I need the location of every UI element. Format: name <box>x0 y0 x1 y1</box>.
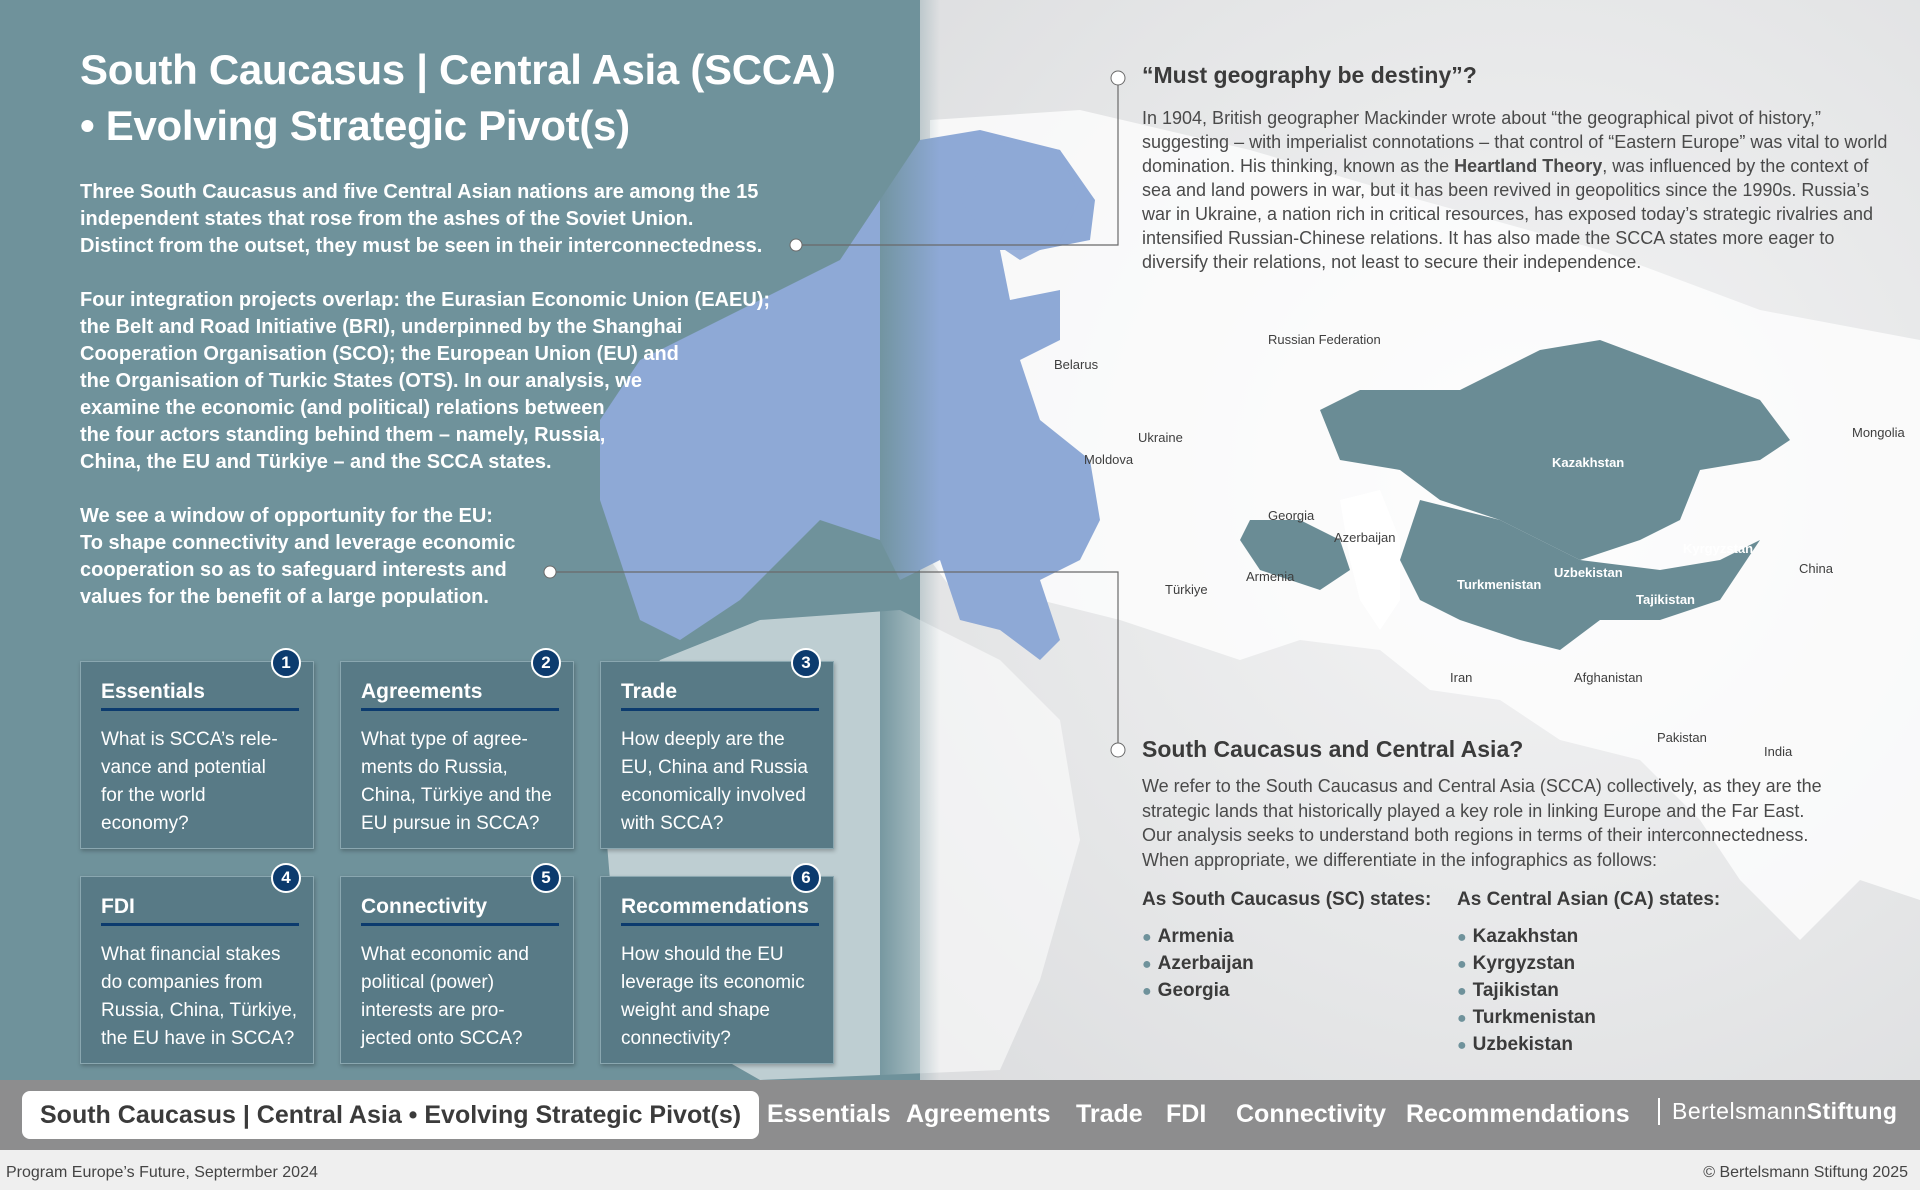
footer-program-date: Program Europe’s Future, Septermber 2024 <box>6 1164 318 1181</box>
card-fdi[interactable] <box>80 868 314 1064</box>
nav-home-button[interactable]: South Caucasus | Central Asia • Evolving Strategic Pivot(s) <box>22 1091 759 1139</box>
heartland-theory-term: Heartland Theory <box>1454 156 1603 176</box>
destiny-body-part2: , was influenced by the context of sea and land powers in war, but it has been revived in geopolitics since the 1990s. Russia’s war in Ukraine, a nation rich in critical resources, has exposed today’s strategic rivalries and intensified Russian-Chinese relations. It has also made the SCCA states more eager to diversify their relations, not least to secure their independence. <box>1142 156 1874 272</box>
card-title: Trade <box>621 680 819 711</box>
scca-heading: South Caucasus and Central Asia? <box>1142 736 1524 762</box>
card-title: Agreements <box>361 680 559 711</box>
nav-fdi[interactable]: FDI <box>1166 1100 1207 1128</box>
ca-states-heading: As Central Asian (CA) states: <box>1457 889 1721 910</box>
map-label-tajikistan: Tajikistan <box>1636 592 1696 607</box>
destiny-heading: “Must geography be destiny”? <box>1142 62 1477 88</box>
nav-agreements[interactable]: Agreements <box>906 1100 1051 1128</box>
list-item: ● Georgia <box>1142 980 1230 1001</box>
map-label-armenia: Armenia <box>1246 569 1295 584</box>
page-title: South Caucasus | Central Asia (SCCA) • Evolving Strategic Pivot(s) <box>80 46 836 149</box>
map-label-belarus: Belarus <box>1054 357 1099 372</box>
bottom-navigation <box>0 1080 1920 1150</box>
nav-recommendations[interactable]: Recommendations <box>1406 1100 1630 1128</box>
bullet-icon: ● <box>1142 929 1152 946</box>
card-question: How should the EU leverage its economic weight and shape connectivity? <box>621 944 805 1049</box>
map-label-mongolia: Mongolia <box>1852 425 1905 440</box>
list-item: ● Kyrgyzstan <box>1457 953 1576 974</box>
bullet-icon: ● <box>1457 983 1467 1000</box>
bullet-icon: ● <box>1142 956 1152 973</box>
card-title: Connectivity <box>361 895 559 926</box>
bullet-icon: ● <box>1457 1010 1467 1027</box>
ca-states-list <box>1457 924 1596 1059</box>
card-number-badge: 5 <box>531 863 561 893</box>
map-label-kazakhstan: Kazakhstan <box>1552 455 1625 470</box>
intro-paragraph-2: Four integration projects overlap: the Eurasian Economic Union (EAEU); the Belt and Road Initiative (BRI), underpinned by the Shanghai Cooperation Organisation (SCO); the European Union (EU) and the Organisation of Turkic States (OTS). In our analysis, we examine the economic (and political) relations between the four actors standing behind them – namely, Russia, China, the EU and Türkiye – and the SCCA states. <box>80 289 771 473</box>
bullet-icon: ● <box>1457 1037 1467 1054</box>
nav-trade[interactable]: Trade <box>1076 1100 1143 1128</box>
card-connectivity[interactable] <box>340 868 574 1064</box>
card-number-badge: 1 <box>271 648 301 678</box>
map-label-afghanistan: Afghanistan <box>1574 670 1643 685</box>
map-label-russia: Russian Federation <box>1268 332 1381 347</box>
intro-paragraph-3: We see a window of opportunity for the EU: To shape connectivity and leverage economic cooperation so as to safeguard interests and values for the benefit of a large population. <box>80 505 516 608</box>
destiny-body <box>1142 106 1892 274</box>
list-item: ● Azerbaijan <box>1142 953 1254 974</box>
card-title: Recommendations <box>621 895 819 926</box>
list-item: ● Tajikistan <box>1457 980 1559 1001</box>
card-agreements[interactable] <box>340 653 574 849</box>
map-label-iran: Iran <box>1450 670 1473 685</box>
list-item: ● Turkmenistan <box>1457 1007 1596 1028</box>
bullet-icon: ● <box>1142 983 1152 1000</box>
map-label-china: China <box>1799 561 1833 576</box>
map-label-moldova: Moldova <box>1084 452 1134 467</box>
card-question: What financial stakes do companies from Russia, China, Türkiye, the EU have in SCCA? <box>101 944 298 1049</box>
footer <box>0 1150 1920 1190</box>
nav-connectivity[interactable]: Connectivity <box>1236 1100 1387 1128</box>
destiny-body-part1: In 1904, British geographer Mackinder wrote about “the geographical pivot of history,” suggesting – with imperialist connotations – that control of “Eastern Europe” was vital to world domination. His thinking, known as the <box>1142 108 1888 176</box>
intro-paragraph-1: Three South Caucasus and five Central Asian nations are among the 15 independent states that rose from the ashes of the Soviet Union. Distinct from the outset, they must be seen in their interconnectedness. <box>80 181 763 257</box>
map-label-georgia: Georgia <box>1268 508 1315 523</box>
scca-body: We refer to the South Caucasus and Central Asia (SCCA) collectively, as they are the strategic lands that historically played a key role in linking Europe and the Far East. Our analysis seeks to understand both regions in terms of their interconnectedness. When appropriate, we differentiate in the infographics as follows: <box>1142 776 1822 870</box>
bertelsmann-logo[interactable]: BertelsmannStiftung <box>1658 1098 1897 1125</box>
list-item: ● Armenia <box>1142 926 1234 947</box>
bullet-icon: ● <box>1457 956 1467 973</box>
card-question: What is SCCA’s rele- vance and potential for the world economy? <box>101 729 278 834</box>
card-number-badge: 3 <box>791 648 821 678</box>
nav-essentials[interactable]: Essentials <box>767 1100 891 1128</box>
card-question: What type of agree- ments do Russia, China, Türkiye and the EU pursue in SCCA? <box>361 729 552 834</box>
sc-states-list <box>1142 924 1254 1005</box>
card-number-badge: 2 <box>531 648 561 678</box>
card-question: What economic and political (power) interests are pro- jected onto SCCA? <box>361 944 529 1049</box>
card-trade[interactable] <box>600 653 834 849</box>
map-label-pakistan: Pakistan <box>1657 730 1707 745</box>
card-question: How deeply are the EU, China and Russia economically involved with SCCA? <box>621 729 808 834</box>
map-label-india: India <box>1764 744 1793 759</box>
list-item: ● Uzbekistan <box>1457 1034 1573 1055</box>
card-title: FDI <box>101 895 299 926</box>
card-recommendations[interactable] <box>600 868 834 1064</box>
card-essentials[interactable] <box>80 653 314 849</box>
map-label-uzbekistan: Uzbekistan <box>1554 565 1623 580</box>
list-item: ● Kazakhstan <box>1457 926 1579 947</box>
map-label-turkmenistan: Turkmenistan <box>1457 577 1542 592</box>
map-label-turkiye: Türkiye <box>1165 582 1208 597</box>
map-label-azerbaijan: Azerbaijan <box>1334 530 1396 545</box>
bullet-icon: ● <box>1457 929 1467 946</box>
card-title: Essentials <box>101 680 299 711</box>
footer-copyright: © Bertelsmann Stiftung 2025 <box>1703 1164 1908 1181</box>
card-number-badge: 6 <box>791 863 821 893</box>
sc-states-heading: As South Caucasus (SC) states: <box>1142 889 1432 910</box>
map-label-kyrgyzstan: Kyrgyzstan <box>1683 541 1754 556</box>
map-label-ukraine: Ukraine <box>1138 430 1183 445</box>
card-number-badge: 4 <box>271 863 301 893</box>
